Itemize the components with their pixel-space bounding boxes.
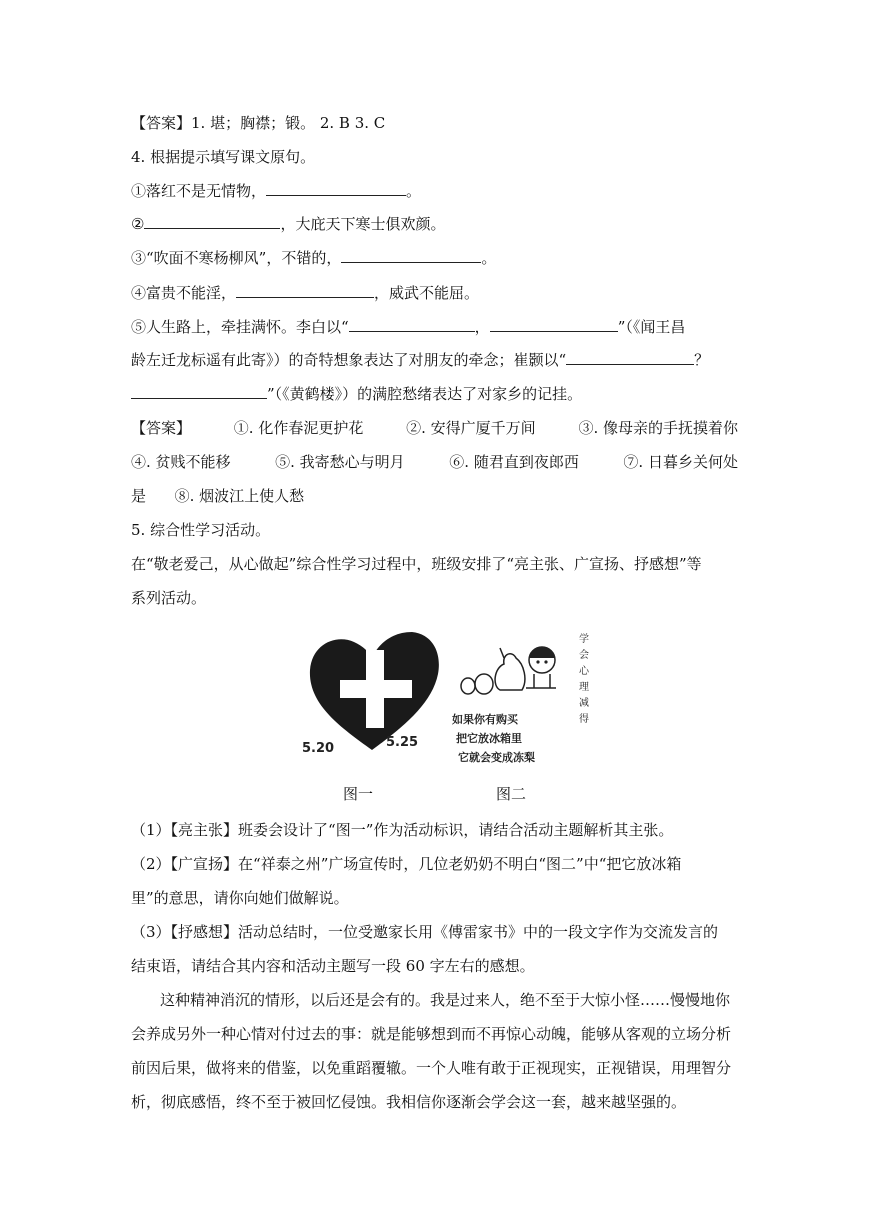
quote-line: 析，彻底感悟，终不至于被回忆侵蚀。我相信你逐渐会学会这一套，越来越坚强的。	[131, 1093, 687, 1111]
answer-item: ③. 像母亲的手抚摸着你	[578, 419, 738, 437]
q4-item-4-end: ，威武不能屈。	[374, 284, 480, 302]
q4-item-4-text: ④富贵不能淫，	[131, 284, 237, 302]
svg-text:如果你有购买 把它放冰箱里 它就会变	[452, 712, 535, 764]
q5-part-3-line-1: （3）【抒感想】活动总结时，一位受邀家长用《傅雷家书》中的一段文字作为交流发言的	[131, 923, 719, 941]
fig2-side-char: 心	[579, 666, 589, 677]
q4-item-5-question-mark: ？	[694, 351, 710, 369]
answer-item: ①. 化作春泥更护花	[233, 419, 364, 437]
pear-cartoon-icon	[448, 628, 598, 768]
fig2-handwritten-line: 如果你有购买	[452, 713, 518, 726]
svg-text:学 会 心 理	[579, 632, 595, 725]
q5-part-3-line-2: 结束语，请结合其内容和活动主题写一段 60 字左右的感想。	[131, 957, 535, 975]
q4-item-3-end: 。	[481, 249, 497, 267]
figure-1-caption: 图一	[343, 785, 374, 803]
answer-blank[interactable]	[236, 283, 374, 298]
answer-blank[interactable]	[131, 384, 267, 399]
q4-item-1-end: 。	[406, 182, 422, 200]
answer-blank[interactable]	[490, 317, 618, 332]
q4-answer-row-2	[131, 452, 738, 472]
q4-item-5-text-2: 龄左迁龙标遥有此寄》）的奇特想象表达了对朋友的牵念；崔颢以“	[131, 351, 567, 369]
answer-blank[interactable]	[266, 181, 406, 196]
q4-item-2-number: ②	[131, 215, 145, 233]
q5-part-2-line-1: （2）【广宣扬】在“祥泰之州”广场宣传时，几位老奶奶不明白“图二”中“把它放冰箱	[131, 855, 682, 873]
q4-item-1-text: ①落红不是无情物，	[131, 182, 267, 200]
answer-item: ⑥. 随君直到夜郎西	[449, 453, 579, 471]
quote-line: 前因后果，做将来的借鉴，以免重蹈覆辙。一个人唯有敢于正视现实，正视错误，用理智分	[131, 1059, 732, 1077]
answer-item: ⑤. 我寄愁心与明月	[275, 453, 405, 471]
q4-item-2	[131, 214, 445, 234]
q4-item-5-line-2	[131, 350, 709, 370]
figure-2-caption: 图二	[496, 785, 527, 803]
answer-item: ⑦. 日暮乡关何处	[623, 453, 738, 471]
q4-item-4	[131, 283, 479, 303]
answer-blank[interactable]	[144, 214, 280, 229]
answer-label: 【答案】	[131, 419, 192, 437]
fig2-side-char: 会	[579, 650, 589, 661]
figure-1-heart-logo	[300, 622, 445, 762]
q4-item-3-text: ③“吹面不寒杨柳风”，不错的，	[131, 249, 342, 267]
q4-item-5-line-1	[131, 317, 685, 337]
q3-answer: 【答案】1. 堪；胸襟；锻。 2. B 3. C	[131, 114, 386, 132]
q4-item-3	[131, 248, 496, 268]
q5-intro-line-1: 在“敬老爱己，从心做起”综合性学习过程中，班级安排了“亮主张、广宣扬、抒感想”等	[131, 555, 702, 573]
q4-item-2-text: ，大庇天下寒士俱欢颜。	[280, 215, 446, 233]
q4-item-5-source: ”（《闻王昌	[617, 318, 686, 336]
answer-blank[interactable]	[341, 248, 481, 263]
fig1-date-left: 5.20	[302, 741, 335, 756]
heart-cross-icon	[300, 622, 445, 762]
answer-blank[interactable]	[349, 317, 475, 332]
quote-line: 会养成另外一种心情对付过去的事：就是能够想到而不再惊心动魄，能够从客观的立场分析	[131, 1025, 732, 1043]
answer-item: ④. 贫贱不能移	[131, 453, 231, 471]
fig2-side-char: 得	[579, 714, 589, 725]
q5-part-2-line-2: 里”的意思，请你向她们做解说。	[131, 889, 349, 907]
q5-title: 5. 综合性学习活动。	[131, 521, 271, 539]
fig1-date-right: 5.25	[386, 735, 419, 750]
fig2-handwritten-line: 把它放冰箱里	[456, 732, 522, 745]
q4-answer-row-3: 是 ⑧. 烟波江上使人愁	[131, 487, 305, 505]
q4-item-5-text: ⑤人生路上，牵挂满怀。李白以“	[131, 318, 349, 336]
answer-blank[interactable]	[566, 350, 694, 365]
answer-item: ②. 安得广厦千万间	[406, 419, 536, 437]
figure-2-cartoon	[448, 628, 598, 768]
q4-item-1	[131, 181, 421, 201]
q4-item-5-line-3	[131, 384, 582, 404]
q5-intro-line-2: 系列活动。	[131, 589, 207, 607]
q4-item-5-text-3: ”（《黄鹤楼》）的满腔愁绪表达了对家乡的记挂。	[267, 385, 583, 403]
quote-line: 这种精神消沉的情形，以后还是会有的。我是过来人，绝不至于大惊小怪……慢慢地你	[160, 991, 731, 1009]
q5-part-1: （1）【亮主张】班委会设计了“图一”作为活动标识，请结合活动主题解析其主张。	[131, 821, 674, 839]
q4-item-5-comma: ，	[474, 318, 490, 336]
fig2-handwritten-line: 它就会变成冻梨	[458, 751, 535, 764]
q4-title: 4. 根据提示填写课文原句。	[131, 148, 316, 166]
q4-answer-row-1	[131, 418, 738, 438]
fig2-side-char: 学	[579, 634, 589, 645]
fig2-side-char: 减	[579, 698, 589, 709]
fig2-side-char: 理	[579, 682, 589, 693]
